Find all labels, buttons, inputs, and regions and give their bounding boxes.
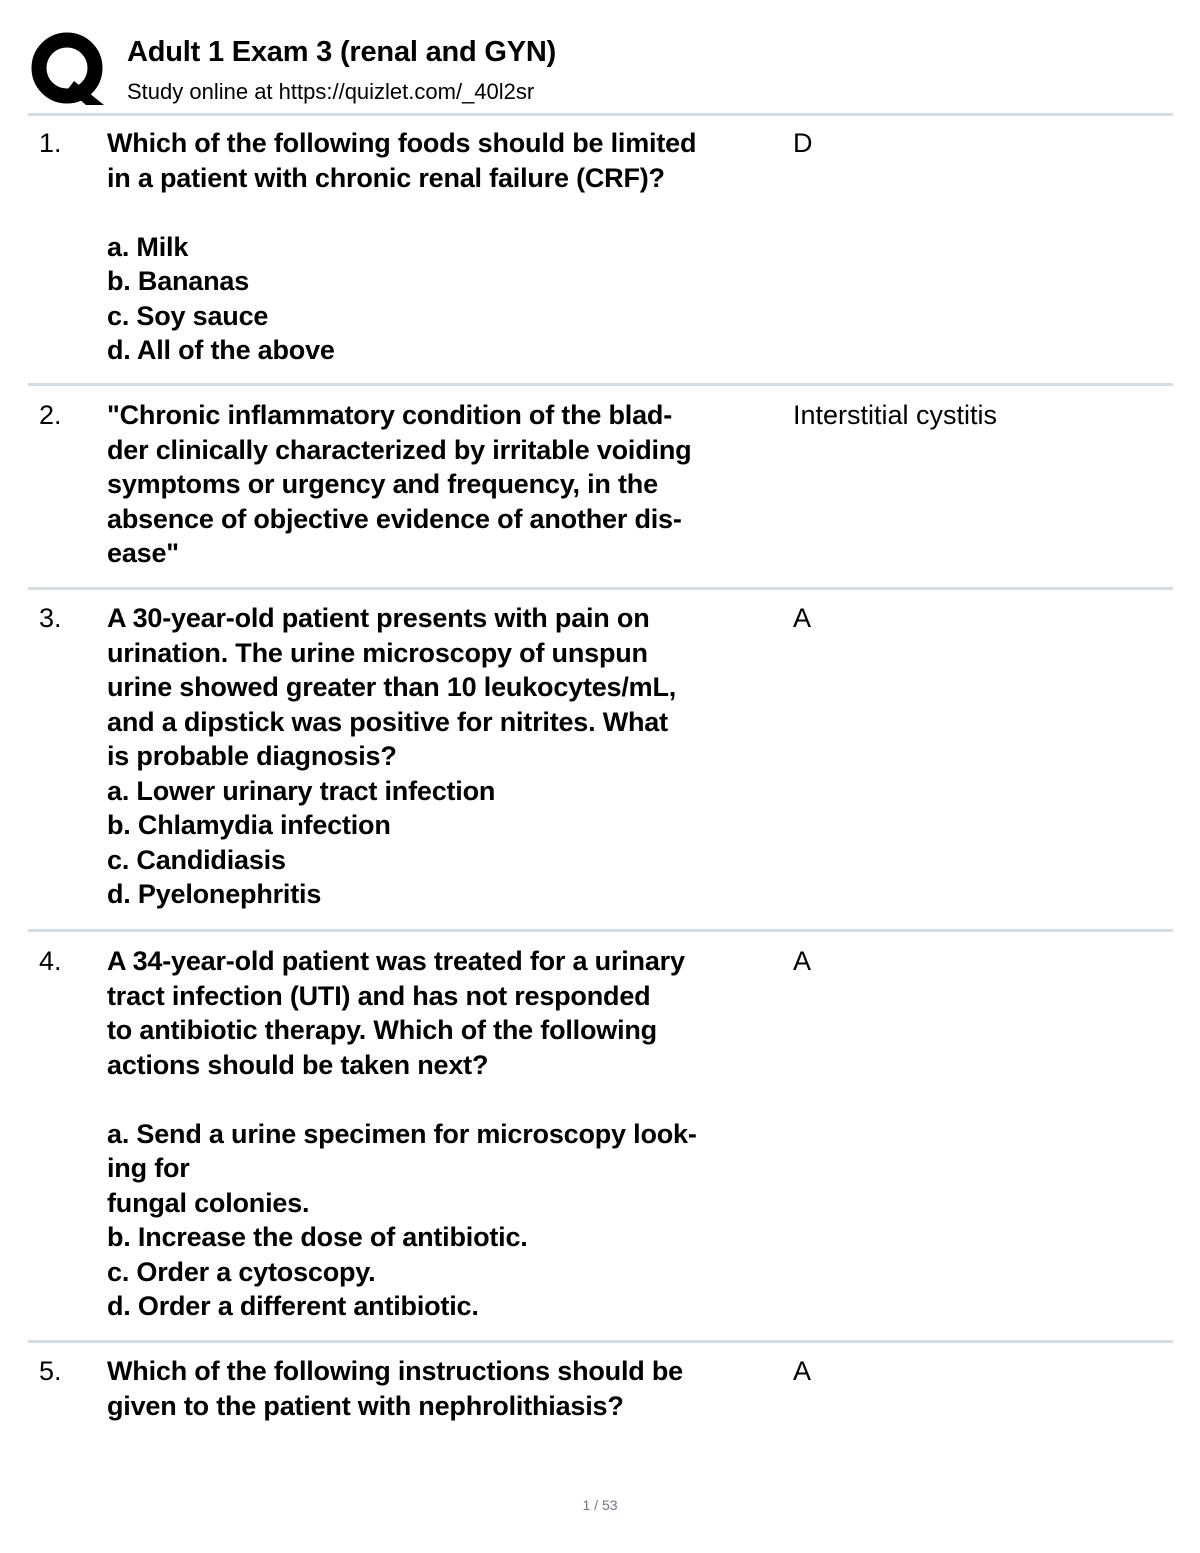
question-line: absence of objective evidence of another dis- [107,503,682,534]
page-indicator: 1 / 53 [582,1497,618,1513]
card-number: 1. [39,128,62,158]
card-question [107,1354,789,1423]
question-line: ease" [107,538,179,568]
question-line: in a patient with chronic renal failure (CRF)? [107,162,665,193]
card-answer: A [793,603,812,633]
question-line: given to the patient with nephrolithiasis? [107,1390,624,1421]
divider [28,383,1173,386]
card-number: 4. [39,946,62,976]
question-line: "Chronic inflammatory condition of the blad- [107,400,673,430]
divider [28,929,1173,932]
divider [28,587,1173,590]
question-line: actions should be taken next? [107,1049,489,1080]
card-question [107,944,789,1324]
question-line: is probable diagnosis? [107,741,397,771]
question-line: d. All of the above [107,335,335,365]
divider [28,113,1173,116]
card-question [107,398,789,571]
question-line: urine showed greater than 10 leukocytes/mL, [107,672,677,702]
question-line: A 30-year-old patient presents with pain on [107,603,650,633]
card-question [107,126,789,368]
question-line: c. Order a cytoscopy. [107,1256,376,1287]
card-answer: A [793,1356,812,1386]
question-line: d. Order a different antibiotic. [107,1291,479,1321]
card-answer: D [793,128,813,158]
question-line: and a dipstick was positive for nitrites. What [107,706,668,737]
question-line: b. Bananas [107,266,250,296]
question-line: fungal colonies. [107,1187,310,1218]
question-line: c. Candidiasis [107,844,286,875]
document-title: Adult 1 Exam 3 (renal and GYN) [127,36,557,68]
card-number: 2. [39,400,62,430]
question-line: symptoms or urgency and frequency, in the [107,469,658,499]
question-line: ing for [107,1153,190,1183]
card-question [107,601,789,912]
question-line: b. Chlamydia infection [107,810,391,840]
card-number: 5. [39,1356,62,1386]
question-line: a. Send a urine specimen for microscopy look- [107,1118,697,1149]
question-line: to antibiotic therapy. Which of the following [107,1015,657,1045]
card-answer: A [793,946,812,976]
question-line: c. Soy sauce [107,300,269,331]
question-line: d. Pyelonephritis [107,879,322,909]
question-line: a. Milk [107,231,189,262]
question-line: der clinically characterized by irritable voiding [107,434,692,465]
card-number: 3. [39,603,62,633]
question-line: urination. The urine microscopy of unspun [107,637,648,668]
question-line: tract infection (UTI) and has not responded [107,980,651,1011]
divider [28,1340,1173,1343]
question-line: b. Increase the dose of antibiotic. [107,1222,528,1252]
card-answer: Interstitial cystitis [793,400,998,430]
question-line [107,1082,789,1117]
quizlet-logo-icon [30,31,106,107]
question-line: Which of the following foods should be limited [107,128,697,158]
question-line: Which of the following instructions should be [107,1356,683,1386]
question-line [107,195,789,230]
question-line: A 34-year-old patient was treated for a urinary [107,946,685,976]
study-online-link[interactable]: Study online at https://quizlet.com/_40l2sr [127,79,535,104]
question-line: a. Lower urinary tract infection [107,775,496,806]
